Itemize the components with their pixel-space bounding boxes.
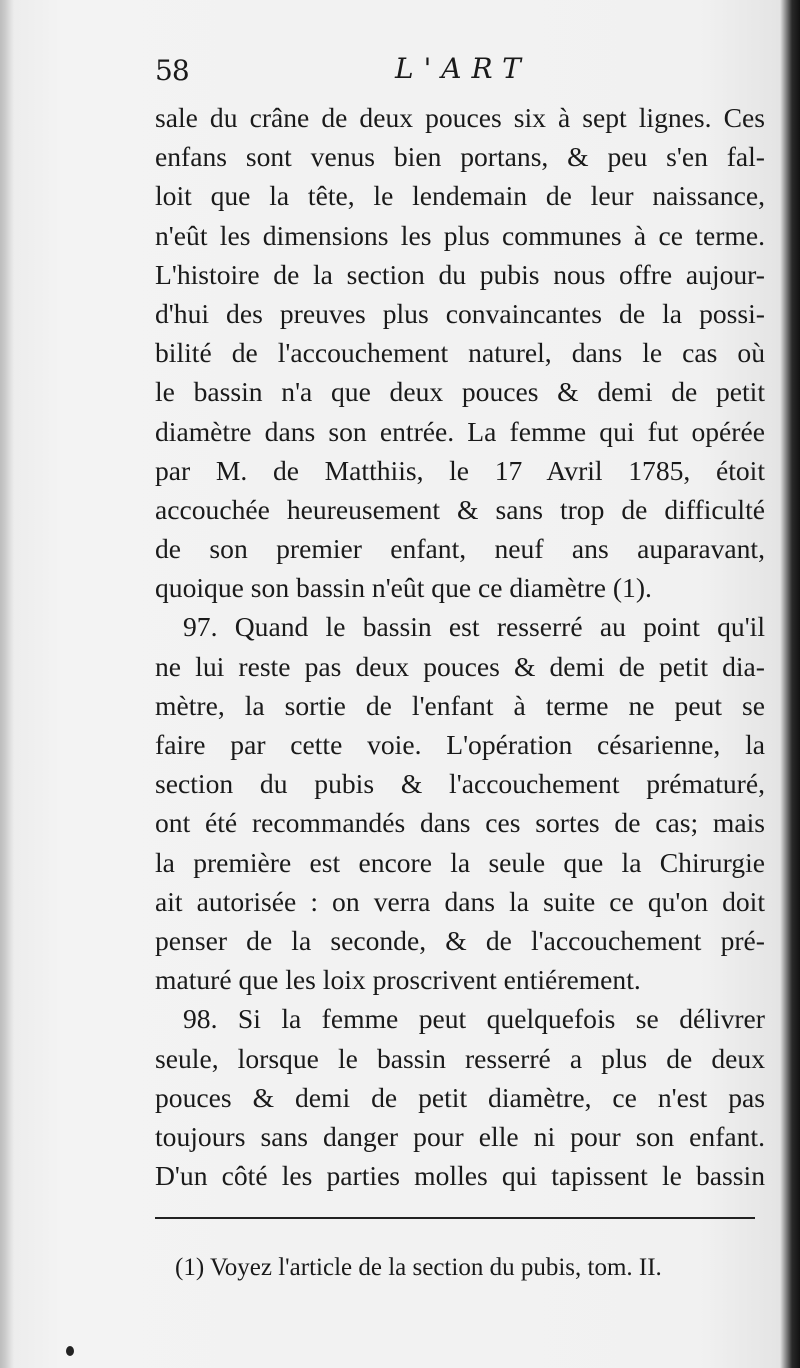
paragraph-97-start: 97. Quand le bassin est resserré au point qu'il	[183, 611, 765, 643]
text-line: d'hui des preuves plus convaincantes de la possi-	[155, 297, 765, 329]
text-line: seule, lorsque le bassin resserré a plus de deux	[155, 1042, 765, 1074]
text-line: le bassin n'a que deux pouces & demi de petit	[155, 376, 765, 408]
page-header	[155, 52, 755, 92]
text-line: faire par cette voie. L'opération césarienne, la	[155, 729, 765, 760]
text-line: diamètre dans son entrée. La femme qui fut opérée	[155, 415, 765, 447]
text-line: par M. de Matthiis, le 17 Avril 1785, étoit	[155, 454, 765, 486]
text-line: section du pubis & l'accouchement prématuré,	[155, 768, 765, 800]
page-number: 58	[155, 54, 189, 87]
text-line: ne lui reste pas deux pouces & demi de petit dia-	[155, 650, 765, 682]
text-line: enfans sont venus bien portans, & peu s'en fal-	[155, 141, 765, 173]
footnote: (1) Voyez l'article de la section du pubis, tom. II.	[175, 1254, 662, 1281]
text-line: n'eût les dimensions les plus communes à ce terme.	[155, 219, 765, 251]
text-line: loit que la tête, le lendemain de leur naissance,	[155, 180, 765, 212]
text-line: sale du crâne de deux pouces six à sept lignes. Ces	[155, 102, 765, 133]
text-line: de son premier enfant, neuf ans auparavant,	[155, 533, 765, 565]
ink-spot	[66, 1346, 74, 1356]
text-line: quoique son bassin n'eût que ce diamètre (1).	[155, 572, 652, 604]
text-line: bilité de l'accouchement naturel, dans le cas où	[155, 337, 765, 369]
text-line: ont été recommandés dans ces sortes de cas; mais	[155, 807, 765, 839]
text-line: pouces & demi de petit diamètre, ce n'est pas	[155, 1081, 765, 1113]
page-gutter-shadow	[0, 0, 14, 1368]
footnote-divider	[155, 1217, 755, 1219]
text-line: penser de la seconde, & de l'accouchement pré-	[155, 924, 765, 956]
text-line: maturé que les loix proscrivent entiérement.	[155, 964, 641, 996]
body-text	[155, 98, 765, 1195]
text-line: toujours sans danger pour elle ni pour son enfant.	[155, 1120, 765, 1152]
text-line: accouchée heureusement & sans trop de difficulté	[155, 493, 765, 525]
text-line: ait autorisée : on verra dans la suite ce qu'on doit	[155, 885, 765, 917]
text-line: D'un côté les parties molles qui tapissent le bassin	[155, 1160, 765, 1192]
text-line: mètre, la sortie de l'enfant à terme ne peut se	[155, 689, 765, 721]
paragraph-98-start: 98. Si la femme peut quelquefois se délivrer	[183, 1003, 765, 1035]
text-line: la première est encore la seule que la Chirurgie	[155, 846, 765, 878]
running-title: L'ART	[395, 52, 531, 85]
text-line: L'histoire de la section du pubis nous offre aujour-	[155, 258, 765, 290]
